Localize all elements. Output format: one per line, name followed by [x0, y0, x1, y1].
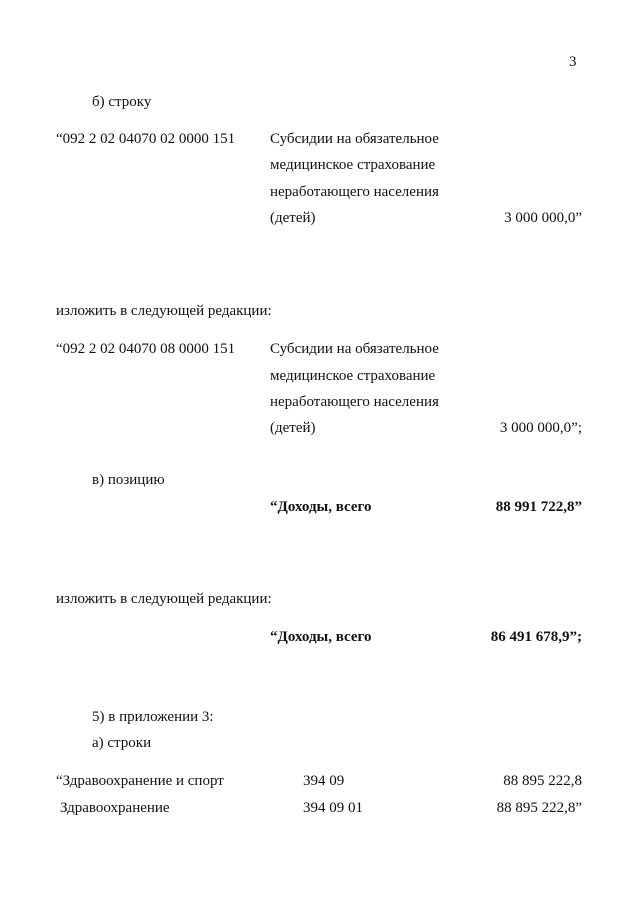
old-row-desc-line-1: Субсидии на обязательное	[270, 131, 439, 147]
appendix-row-2-name: Здравоохранение	[60, 800, 170, 816]
old-row-desc-line-3: неработающего населения	[270, 184, 439, 200]
new-row-desc-line-2: медицинское страхование	[270, 368, 436, 384]
section-b-replace-text: изложить в следующей редакции:	[56, 303, 272, 319]
section-b-intro: б) строку	[92, 94, 152, 110]
page-number: 3	[569, 54, 577, 70]
new-total-amount: 86 491 678,9”;	[490, 629, 582, 645]
old-row-amount: 3 000 000,0”	[504, 210, 582, 226]
appendix-row-2-amount: 88 895 222,8”	[496, 800, 582, 816]
section-v-intro: в) позицию	[92, 472, 165, 488]
new-row-desc-line-3: неработающего населения	[270, 394, 439, 410]
old-row-code: “092 2 02 04070 02 0000 151	[56, 131, 236, 147]
section-5-sub-a: а) строки	[92, 735, 152, 751]
old-total-label: “Доходы, всего	[270, 499, 372, 515]
section-5-intro: 5) в приложении 3:	[92, 709, 214, 725]
section-v-replace-text: изложить в следующей редакции:	[56, 591, 272, 607]
new-total-label: “Доходы, всего	[270, 629, 372, 645]
old-row-desc-line-4: (детей)	[270, 210, 316, 226]
new-row-amount: 3 000 000,0”;	[499, 420, 582, 436]
old-total-amount: 88 991 722,8”	[495, 499, 582, 515]
new-row-desc-line-1: Субсидии на обязательное	[270, 341, 439, 357]
new-row-code: “092 2 02 04070 08 0000 151	[56, 341, 236, 357]
appendix-row-1-amount: 88 895 222,8	[503, 773, 582, 789]
appendix-row-2-code: 394 09 01	[303, 800, 363, 816]
new-row-desc-line-4: (детей)	[270, 420, 316, 436]
appendix-row-1-name: “Здравоохранение и спорт	[56, 773, 224, 789]
appendix-row-1-code: 394 09	[303, 773, 345, 789]
old-row-desc-line-2: медицинское страхование	[270, 157, 436, 173]
